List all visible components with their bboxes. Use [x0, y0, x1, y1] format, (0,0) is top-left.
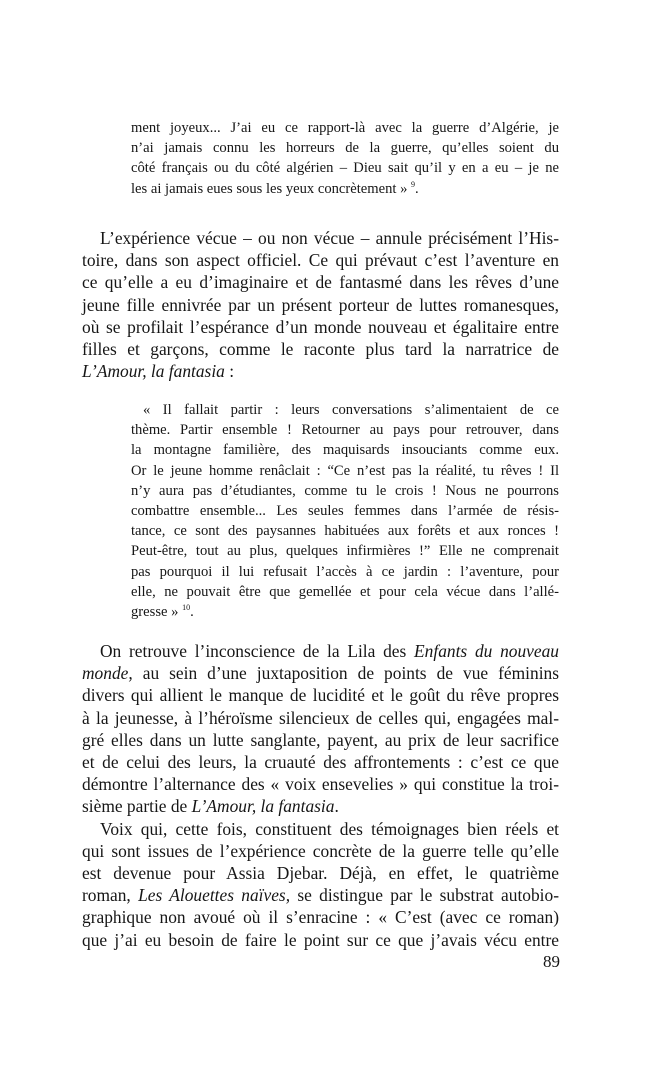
text-line: à la jeunesse, à l’héroïsme silencieux de celles qui, engagées mal- — [82, 707, 559, 728]
text-line: n’ai jamais connu les horreurs de la guerre, qu’elles soient du — [131, 140, 559, 157]
text-line: roman, Les Alouettes naïves, se distingue par le substrat autobio- — [82, 885, 559, 906]
text-line: n’y aura pas d’étudiantes, comme tu le crois ! Nous ne pourrons — [131, 482, 559, 499]
text-line: graphique non avoué où il s’enracine : « C’est (avec ce roman) — [82, 907, 559, 928]
paragraph-1 — [82, 227, 559, 382]
text-line: Or le jeune homme renâclait : “Ce n’est pas la réalité, tu rêves ! Il — [131, 462, 559, 479]
block-quote-2 — [131, 400, 559, 622]
text-line: sième partie de L’Amour, la fantasia. — [82, 796, 339, 817]
text-line: combattre ensemble... Les seules femmes dans l’armée de résis- — [131, 503, 559, 520]
text-line: tance, ce sont des paysannes habituées aux forêts et aux ronces ! — [131, 523, 559, 540]
text-line: où se profilait l’espérance d’un monde nouveau et égalitaire entre — [82, 316, 559, 337]
paragraph-2 — [82, 640, 559, 951]
text-line: que j’ai eu besoin de faire le point sur ce que j’avais vécu entre — [82, 929, 559, 950]
text-line: toire, dans son aspect officiel. Ce qui prévaut c’est l’aventure en — [82, 250, 559, 271]
text-line: côté français ou du côté algérien – Dieu sait qu’il y en a eu – je ne — [131, 160, 559, 177]
text-line: ment joyeux... J’ai eu ce rapport-là avec la guerre d’Algérie, je — [131, 120, 559, 136]
text-line: ce qu’elle a eu d’imaginaire et de fantasmé dans les rêves d’une — [82, 272, 559, 293]
text-line: L’Amour, la fantasia : — [82, 361, 235, 382]
book-title: monde, — [82, 663, 133, 684]
text-line: divers qui allient le manque de lucidité et le goût du rêve propres — [82, 685, 559, 706]
footnote-ref[interactable]: 9 — [411, 179, 416, 189]
text-line: thème. Partir ensemble ! Retourner au pays pour retrouver, dans — [131, 422, 559, 439]
text-line: la montagne familière, des maquisards insouciants comme eux. — [131, 442, 559, 459]
text-line: L’expérience vécue – ou non vécue – annule précisément l’His- — [100, 228, 559, 248]
book-title: L’Amour, la fantasia — [191, 796, 335, 817]
text-line: monde, au sein d’une juxtaposition de points de vue féminins — [82, 663, 559, 684]
book-title: Enfants du nouveau — [414, 641, 559, 661]
text-line: gré elles dans un lutte sanglante, payent, au prix de leur sacrifice — [82, 729, 559, 750]
footnote-ref[interactable]: 10 — [182, 603, 191, 613]
text-line: et de celui des leurs, la cruauté des affrontements : c’est ce que — [82, 752, 559, 773]
text-line: démontre l’alternance des « voix ensevelies » qui constitue la troi- — [82, 774, 559, 795]
text-line: On retrouve l’inconscience de la Lila des Enfants du nouveau — [100, 641, 559, 661]
text-line: Peut-être, tout au plus, quelques infirmières !” Elle ne comprenait — [131, 543, 559, 560]
text-line: est devenue pour Assia Djebar. Déjà, en effet, le quatrième — [82, 863, 559, 884]
page-number: 89 — [543, 952, 560, 971]
block-quote-1 — [131, 118, 559, 199]
book-title: L’Amour, la fantasia — [82, 361, 225, 382]
text-line: Voix qui, cette fois, constituent des témoignages bien réels et — [100, 818, 559, 839]
text-line: elle, ne pouvait être que gemellée et pour cela vécue dans l’allé- — [131, 583, 559, 600]
text-line: filles et garçons, comme le raconte plus tard la narratrice de — [82, 339, 559, 360]
text-line: qui sont issues de l’expérience concrète de la guerre telle qu’elle — [82, 840, 559, 861]
text-line: gresse » $^{10}$. — [131, 603, 194, 621]
text-line: « Il fallait partir : leurs conversations s’alimentaient de ce — [143, 402, 559, 418]
text-line: jeune fille ennivrée par un présent porteur de luttes romanesques, — [82, 294, 559, 315]
text-line: les ai jamais eues sous les yeux concrètement » $^9$. — [131, 179, 419, 197]
text-line: pas pourquoi il lui refusait l’accès à ce jardin : l’aventure, pour — [131, 563, 559, 580]
book-title: Les Alouettes naïves, — [138, 885, 291, 906]
